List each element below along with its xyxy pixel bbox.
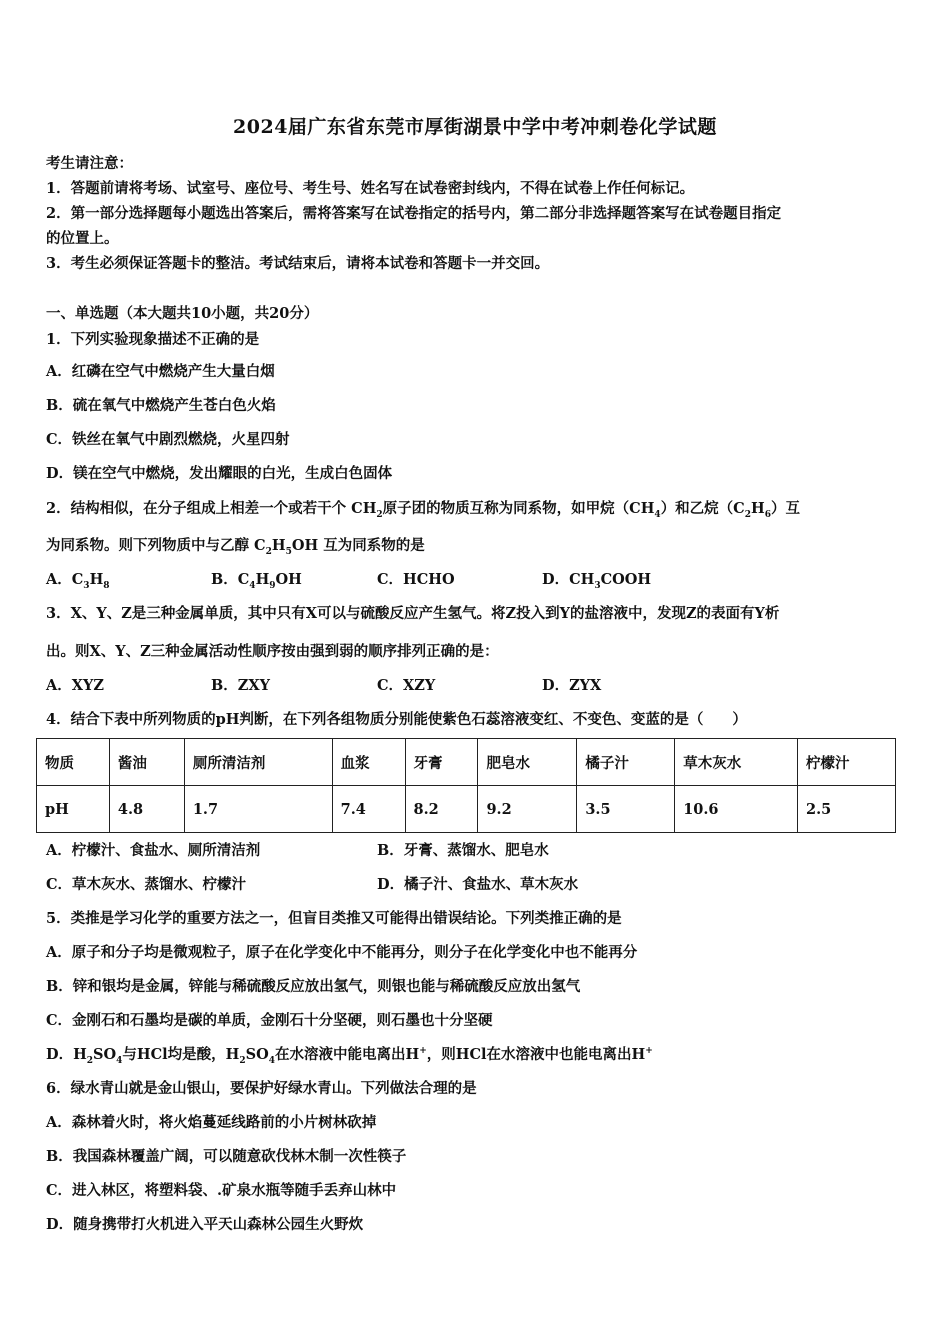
table-cell: 厕所清洁剂 <box>184 739 332 786</box>
question-3-stem-cont: 出。则X、Y、Z三种金属活动性顺序按由强到弱的顺序排列正确的是： <box>46 643 499 660</box>
table-cell: 物质 <box>37 739 110 786</box>
question-2-option-d: D．$CH_3COOH$ <box>542 571 652 591</box>
question-2-option-c: C．HCHO <box>377 571 455 588</box>
question-6-option-b: B．我国森林覆盖广阔，可以随意砍伐林木制一次性筷子 <box>46 1148 407 1165</box>
question-5-option-c: C．金刚石和石墨均是碳的单质，金刚石十分坚硬，则石墨也十分坚硬 <box>46 1012 493 1029</box>
table-cell: 牙膏 <box>405 739 478 786</box>
question-3-option-c: C．XZY <box>377 677 436 694</box>
exam-title: 2024届广东省东莞市厚街湖景中学中考冲刺卷化学试题 <box>233 116 717 138</box>
table-cell: 肥皂水 <box>478 739 577 786</box>
question-4-option-c: C．草木灰水、蒸馏水、柠檬汁 <box>46 876 247 893</box>
question-1-option-c: C．铁丝在氧气中剧烈燃烧，火星四射 <box>46 431 290 448</box>
section-heading: 一、单选题（本大题共10小题，共20分） <box>46 305 319 322</box>
question-3-option-d: D．ZYX <box>542 677 602 694</box>
question-3-stem: 3．X、Y、Z是三种金属单质，其中只有X可以与硫酸反应产生氢气。将Z投入到Y的盐溶液中，发现Z的表面有Y析 <box>46 605 780 622</box>
table-cell: 橘子汁 <box>577 739 675 786</box>
question-1-option-d: D．镁在空气中燃烧，发出耀眼的白光，生成白色固体 <box>46 465 393 482</box>
question-6-option-a: A．森林着火时，将火焰蔓延线路前的小片树林砍掉 <box>46 1114 377 1131</box>
notice-heading: 考生请注意： <box>46 155 133 172</box>
question-4-stem: 4．结合下表中所列物质的pH判断，在下列各组物质分别能使紫色石蕊溶液变红、不变色、变蓝的是（ ） <box>46 711 747 728</box>
question-2-stem-cont: 为同系物。则下列物质中与乙醇 $C_2H_5OH$ 互为同系物的是 <box>46 537 425 557</box>
question-6-stem: 6．绿水青山就是金山银山，要保护好绿水青山。下列做法合理的是 <box>46 1080 477 1097</box>
table-cell: 7.4 <box>332 786 405 833</box>
question-6-option-c: C．进入林区，将塑料袋、.矿泉水瓶等随手丢弃山林中 <box>46 1182 397 1199</box>
question-3-option-b: B．ZXY <box>211 677 270 694</box>
question-2-stem: 2．结构相似，在分子组成上相差一个或若干个 $CH_2$原子团的物质互称为同系物，如甲烷$(CH_4)$和乙烷$(C_2H_6)$互 <box>46 500 800 520</box>
question-5-option-b: B．锌和银均是金属，锌能与稀硫酸反应放出氢气，则银也能与稀硫酸反应放出氢气 <box>46 978 581 995</box>
question-5-stem: 5．类推是学习化学的重要方法之一，但盲目类推又可能得出错误结论。下列类推正确的是 <box>46 910 622 927</box>
table-cell: pH <box>37 786 110 833</box>
ph-table <box>36 738 896 833</box>
table-cell: 酱油 <box>109 739 184 786</box>
question-3-option-a: A．XYZ <box>46 677 104 694</box>
table-row <box>37 739 896 786</box>
table-cell: 4.8 <box>109 786 184 833</box>
table-cell: 2.5 <box>798 786 896 833</box>
question-2-option-b: B．$C_4H_9OH$ <box>211 571 302 591</box>
table-cell: 1.7 <box>184 786 332 833</box>
question-5-option-a: A．原子和分子均是微观粒子，原子在化学变化中不能再分，则分子在化学变化中也不能再分 <box>46 944 638 961</box>
table-cell: 9.2 <box>478 786 577 833</box>
question-2-option-a: A．$C_3H_8$ <box>46 571 110 591</box>
table-cell: 8.2 <box>405 786 478 833</box>
question-1-stem: 1．下列实验现象描述不正确的是 <box>46 331 260 348</box>
question-4-option-b: B．牙膏、蒸馏水、肥皂水 <box>377 842 549 859</box>
table-cell: 10.6 <box>675 786 798 833</box>
question-4-option-d: D．橘子汁、食盐水、草木灰水 <box>377 876 579 893</box>
question-5-option-d: D．$H_2SO_4$与HCl均是酸，$H_2SO_4$在水溶液中能电离出H+，则HCl在水溶液中也能电离出H+ <box>46 1046 653 1066</box>
notice-item: 2．第一部分选择题每小题选出答案后，需将答案写在试卷指定的括号内，第二部分非选择题答案写在试卷题目指定 <box>46 205 782 222</box>
question-6-option-d: D．随身携带打火机进入平天山森林公园生火野炊 <box>46 1216 364 1233</box>
table-cell: 血浆 <box>332 739 405 786</box>
notice-item: 1．答题前请将考场、试室号、座位号、考生号、姓名写在试卷密封线内，不得在试卷上作任何标记。 <box>46 180 695 197</box>
question-1-option-b: B．硫在氧气中燃烧产生苍白色火焰 <box>46 397 276 414</box>
question-1-option-a: A．红磷在空气中燃烧产生大量白烟 <box>46 363 275 380</box>
notice-item: 的位置上。 <box>46 230 119 247</box>
table-cell: 3.5 <box>577 786 675 833</box>
question-4-option-a: A．柠檬汁、食盐水、厕所清洁剂 <box>46 842 261 859</box>
table-row <box>37 786 896 833</box>
table-cell: 草木灰水 <box>675 739 798 786</box>
table-cell: 柠檬汁 <box>798 739 896 786</box>
notice-item: 3．考生必须保证答题卡的整洁。考试结束后，请将本试卷和答题卡一并交回。 <box>46 255 550 272</box>
